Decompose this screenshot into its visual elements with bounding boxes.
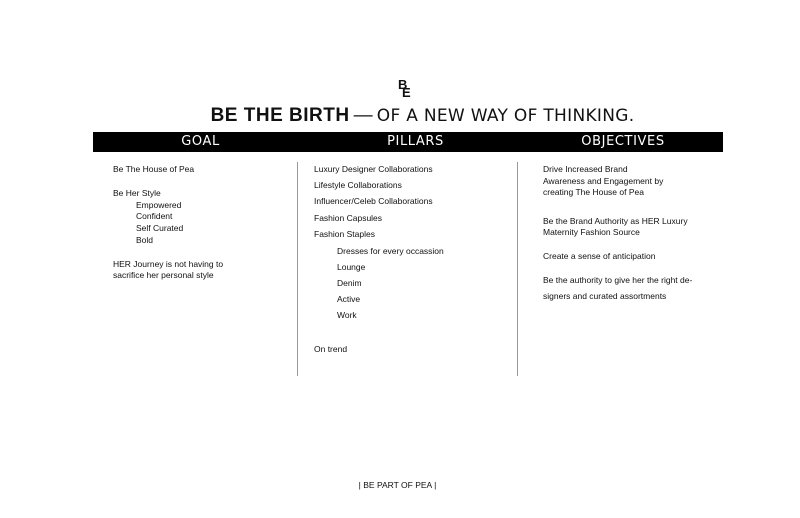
header-goal: GOAL — [181, 134, 220, 149]
goal-style-item: Confident — [136, 211, 173, 221]
goal-style-item: Empowered — [136, 200, 182, 210]
objective-authority-line: Be the Brand Authority as HER Luxury — [543, 216, 688, 226]
column-header-bar — [93, 132, 723, 152]
pillar-item: Fashion Capsules — [314, 213, 383, 223]
objective-authority-line: Maternity Fashion Source — [543, 227, 640, 237]
pillar-staple-item: Work — [337, 310, 357, 320]
objective-anticipation: Create a sense of anticipation — [543, 251, 656, 261]
header-pillars: PILLARS — [387, 134, 444, 149]
logo-letter-b: B — [398, 77, 408, 92]
objective-drive-line: Awareness and Engagement by — [543, 176, 664, 186]
headline-dash: — — [353, 105, 373, 126]
pillar-item: Influencer/Celeb Collaborations — [314, 196, 433, 206]
pillar-item: Fashion Staples — [314, 229, 375, 239]
goal-style-item: Bold — [136, 235, 154, 245]
pillar-item: Luxury Designer Collaborations — [314, 164, 433, 174]
objective-drive-line: creating The House of Pea — [543, 187, 644, 197]
pillar-trend: On trend — [314, 344, 348, 354]
goal-style-title: Be Her Style — [113, 188, 161, 198]
headline-bold: BE THE BIRTH — [210, 105, 350, 126]
objective-drive-line: Drive Increased Brand — [543, 164, 628, 174]
header-objectives: OBJECTIVES — [581, 134, 665, 149]
objective-designers-line: signers and curated assortments — [543, 291, 667, 301]
pillar-staple-item: Dresses for every occassion — [337, 246, 444, 256]
pillar-item: Lifestyle Collaborations — [314, 180, 402, 190]
pillar-staple-item: Lounge — [337, 262, 366, 272]
column-divider-left — [297, 162, 298, 376]
brand-logo — [396, 78, 416, 100]
logo-letter-e: E — [402, 85, 411, 100]
pillar-staple-item: Active — [337, 294, 361, 304]
column-divider-right — [517, 162, 518, 376]
footer-tagline: | BE PART OF PEA | — [358, 480, 437, 490]
goal-journey-line: sacrifice her personal style — [113, 270, 214, 280]
goal-style-item: Self Curated — [136, 223, 184, 233]
goal-house: Be The House of Pea — [113, 164, 195, 174]
objective-designers-line: Be the authority to give her the right de- — [543, 275, 693, 285]
headline-light: OF A NEW WAY OF THINKING. — [376, 106, 635, 126]
page-headline — [0, 104, 800, 128]
pillar-staple-item: Denim — [337, 278, 362, 288]
goal-journey-line: HER Journey is not having to — [113, 259, 224, 269]
